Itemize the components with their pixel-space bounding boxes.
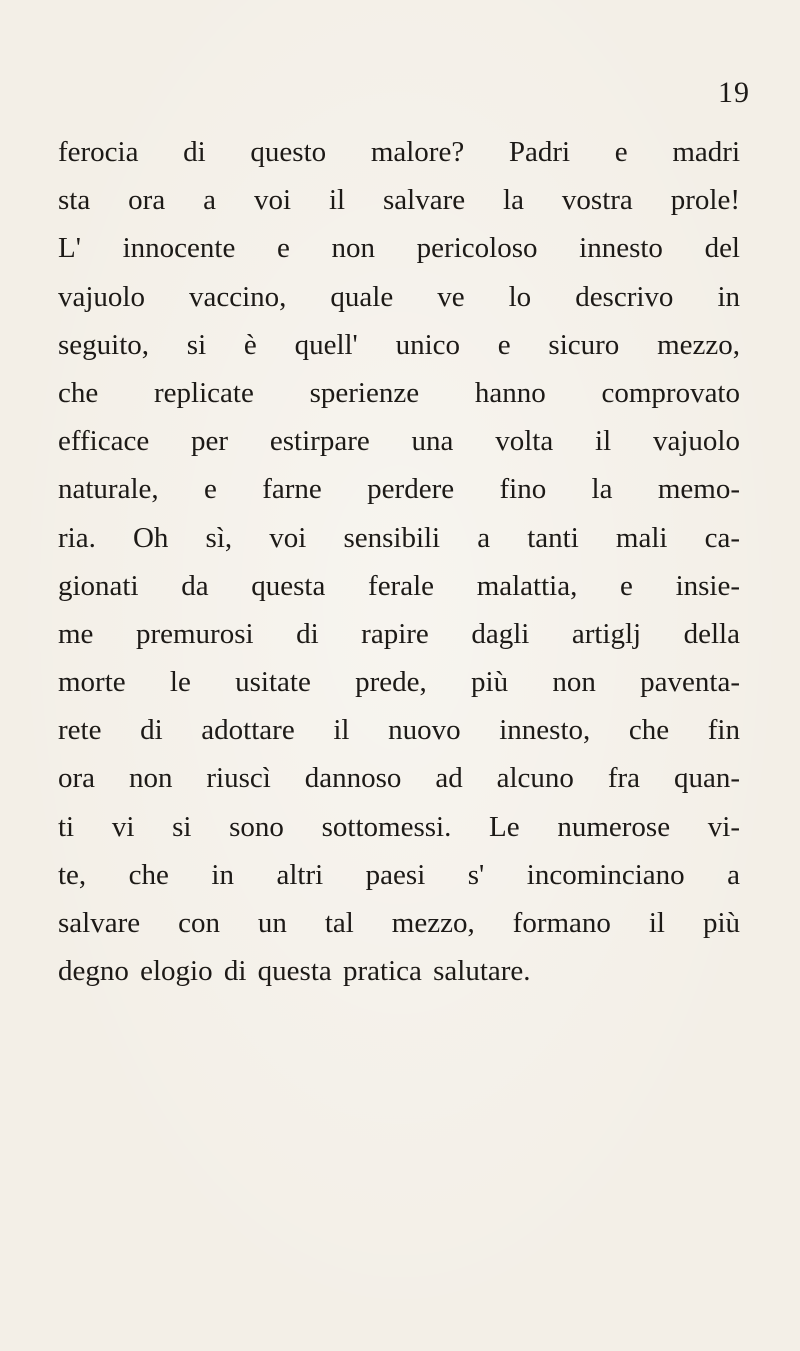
text-line: ti vi si sono sottomessi. Le numerose vi-: [58, 810, 740, 843]
text-line: gionati da questa ferale malattia, e insie-: [58, 569, 740, 602]
text-line: morte le usitate prede, più non paventa-: [58, 666, 740, 699]
text-line: naturale, e farne perdere fino la memo-: [58, 473, 740, 506]
body-text: [58, 128, 740, 995]
text-line: ora non riuscì dannoso ad alcuno fra quan-: [58, 762, 740, 795]
text-line: te, che in altri paesi s' incominciano a: [58, 858, 740, 891]
page-number: 19: [718, 76, 750, 109]
text-line: degno elogio di questa pratica salutare.: [58, 955, 531, 988]
text-line: L' innocente e non pericoloso innesto del: [58, 232, 740, 265]
text-line: rete di adottare il nuovo innesto, che fin: [58, 714, 740, 747]
text-line: che replicate sperienze hanno comprovato: [58, 376, 740, 409]
text-line: seguito, si è quell' unico e sicuro mezzo,: [58, 328, 740, 361]
text-line: efficace per estirpare una volta il vajuolo: [58, 425, 740, 458]
text-line: salvare con un tal mezzo, formano il più: [58, 907, 740, 939]
text-line: ria. Oh sì, voi sensibili a tanti mali ca-: [58, 521, 740, 554]
text-line: ferocia di questo malore? Padri e madri: [58, 136, 740, 168]
text-line: me premurosi di rapire dagli artiglj della: [58, 617, 740, 650]
text-line: sta ora a voi il salvare la vostra prole!: [58, 184, 740, 217]
text-line: vajuolo vaccino, quale ve lo descrivo in: [58, 280, 740, 313]
